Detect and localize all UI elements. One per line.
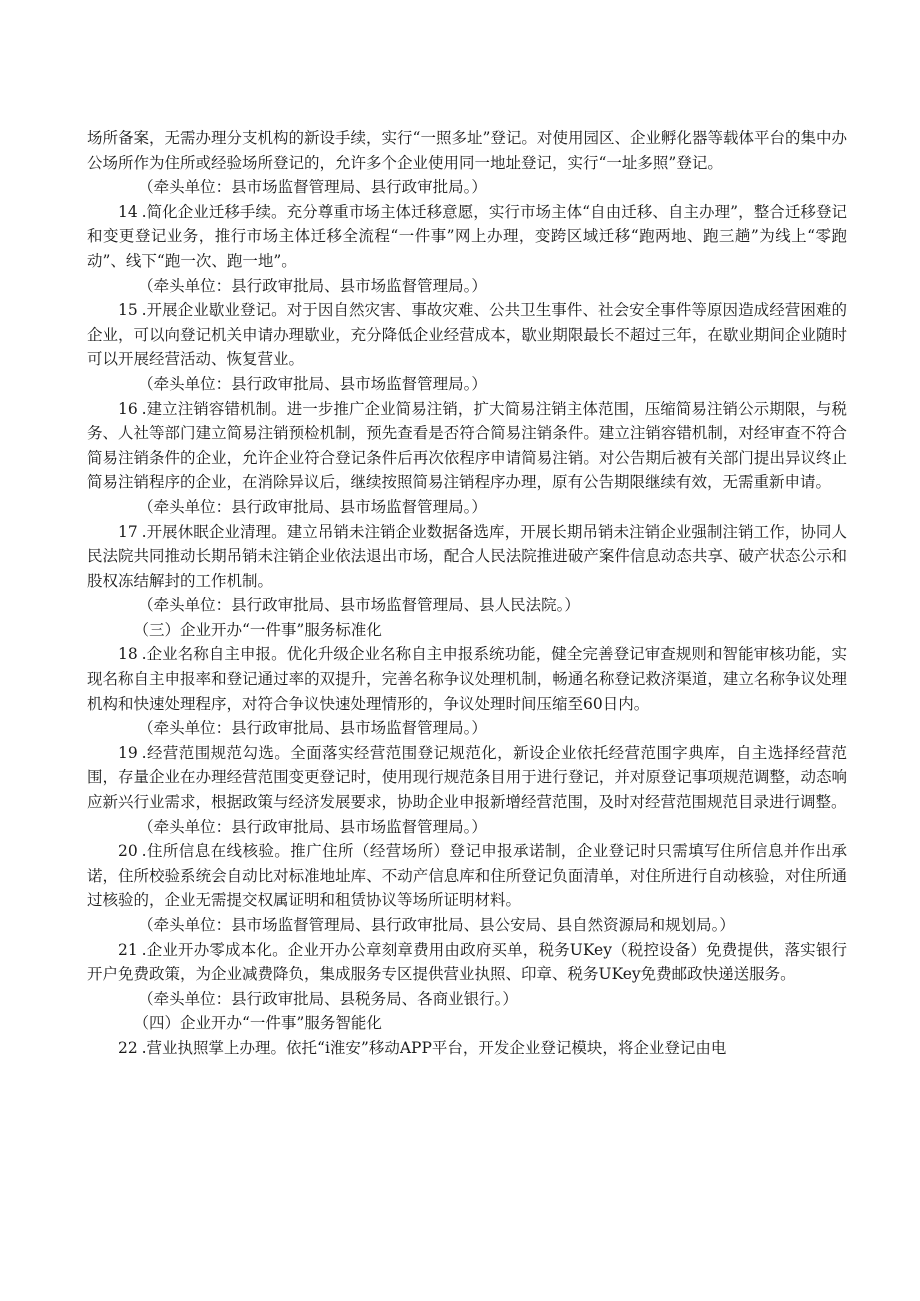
item-number: 17 bbox=[118, 522, 138, 541]
lead-unit-note: （牵头单位：县行政审批局、县市场监督管理局。） bbox=[138, 374, 487, 393]
item-number: 18 bbox=[118, 645, 138, 664]
item-text: .营业执照掌上办理。依托“i淮安”移动APP平台，开发企业登记模块，将企业登记由电 bbox=[141, 1038, 727, 1057]
item-20 bbox=[87, 839, 847, 913]
lead-unit-note: （牵头单位：县行政审批局、县税务局、各商业银行。） bbox=[138, 989, 518, 1008]
lead-unit-note: （牵头单位：县行政审批局、县市场监督管理局。） bbox=[138, 276, 487, 295]
item-16 bbox=[87, 397, 847, 495]
item-14 bbox=[87, 200, 847, 274]
item-number: 22 bbox=[118, 1038, 138, 1057]
item-number: 16 bbox=[118, 399, 138, 418]
lead-unit-note: （牵头单位：县行政审批局、县市场监督管理局。） bbox=[138, 497, 487, 516]
item-text: .开展企业歇业登记。对于因自然灾害、事故灾难、公共卫生事件、社会安全事件等原因造成经营困难的企业，可以向登记机关申请办理歇业，充分降低企业经营成本，歇业期限最长不超过三年，在歇业期间企业随时可以开展经营活动、恢复营业。 bbox=[87, 301, 847, 369]
item-17 bbox=[87, 520, 847, 594]
item-text: .企业开办零成本化。企业开办公章刻章费用由政府买单，税务UKey（税控设备）免费提供，落实银行开户免费政策，为企业减费降负，集成服务专区提供营业执照、印章、税务UKey免费邮政快递送服务。 bbox=[87, 940, 847, 984]
item-text: .企业名称自主申报。优化升级企业名称自主申报系统功能，健全完善登记审查规则和智能审核功能，实现名称自主申报率和登记通过率的双提升，完善名称争议处理机制，畅通名称登记救济渠道，建立名称争议处理机构和快速处理程序，对符合争议快速处理情形的，争议处理时间压缩至60日内。 bbox=[87, 645, 847, 713]
lead-unit-note: （牵头单位：县行政审批局、县市场监督管理局。） bbox=[138, 719, 487, 738]
paragraph-continuation: 场所备案，无需办理分支机构的新设手续，实行“一照多址”登记。对使用园区、企业孵化器等载体平台的集中办公场所作为住所或经验场所登记的，允许多个企业使用同一地址登记，实行“一址多照”登记。 bbox=[87, 129, 847, 172]
item-number: 21 bbox=[118, 940, 138, 959]
item-19 bbox=[87, 741, 847, 815]
lead-unit-note: （牵头单位：县市场监督管理局、县行政审批局。） bbox=[138, 178, 487, 197]
item-number: 14 bbox=[118, 202, 138, 221]
item-text: .住所信息在线核验。推广住所（经营场所）登记申报承诺制，企业登记时只需填写住所信息并作出承诺，住所校验系统会自动比对标准地址库、不动产信息库和住所登记负面清单，对住所进行自动核验，对住所通过核验的，企业无需提交权属证明和租赁协议等场所证明材料。 bbox=[87, 842, 847, 910]
item-number: 20 bbox=[118, 842, 138, 861]
lead-unit-note: （牵头单位：县行政审批局、县市场监督管理局。） bbox=[138, 817, 487, 836]
item-number: 19 bbox=[118, 743, 138, 762]
item-text: .建立注销容错机制。进一步推广企业简易注销，扩大简易注销主体范围，压缩简易注销公示期限，与税务、人社等部门建立简易注销预检机制，预先查看是否符合简易注销条件。建立注销容错机制，对经审查不符合简易注销条件的企业，允许企业符合登记条件后再次依程序申请简易注销。对公告期后被有关部门提出异议终止简易注销程序的企业，在消除异议后，继续按照简易注销程序办理，原有公告期限继续有效，无需重新申请。 bbox=[87, 399, 847, 492]
item-21 bbox=[87, 938, 847, 987]
lead-unit-note: （牵头单位：县行政审批局、县市场监督管理局、县人民法院。） bbox=[138, 596, 580, 615]
section-heading-3: （三）企业开办“一件事”服务标准化 bbox=[133, 620, 382, 639]
section-heading-4: （四）企业开办“一件事”服务智能化 bbox=[133, 1014, 382, 1033]
item-number: 15 bbox=[118, 301, 138, 320]
item-text: .经营范围规范勾选。全面落实经营范围登记规范化，新设企业依托经营范围字典库，自主选择经营范围，存量企业在办理经营范围变更登记时，使用现行规范条目用于进行登记，并对原登记事项规范调整，动态响应新兴行业需求，根据政策与经济发展要求，协助企业申报新增经营范围，及时对经营范围规范目录进行调整。 bbox=[87, 743, 847, 812]
item-15 bbox=[87, 298, 847, 372]
document-page bbox=[87, 126, 847, 1061]
item-text: .开展休眠企业清理。建立吊销未注销企业数据备选库，开展长期吊销未注销企业强制注销工作，协同人民法院共同推动长期吊销未注销企业依法退出市场，配合人民法院推进破产案件信息动态共享、破产状态公示和股权冻结解封的工作机制。 bbox=[87, 522, 847, 590]
lead-unit-note: （牵头单位：县市场监督管理局、县行政审批局、县公安局、县自然资源局和规划局。） bbox=[138, 916, 735, 934]
item-18 bbox=[87, 642, 847, 716]
item-text: .简化企业迁移手续。充分尊重市场主体迁移意愿，实行市场主体“自由迁移、自主办理”，整合迁移登记和变更登记业务，推行市场主体迁移全流程“一件事”网上办理，变跨区域迁移“跑两地、跑三趟”为线上“零跑动”、线下“跑一次、跑一地”。 bbox=[87, 202, 847, 270]
item-22 bbox=[87, 1036, 847, 1061]
